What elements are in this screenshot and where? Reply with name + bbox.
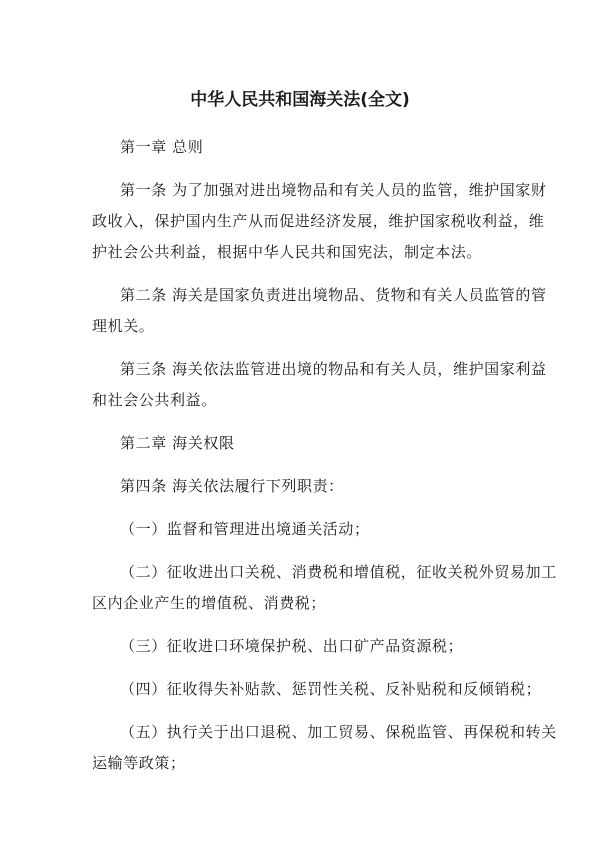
document-body	[92, 132, 557, 779]
text-line: 第二条 海关是国家负责进出境物品、货物和有关人员监管的管	[120, 286, 547, 304]
paragraph	[92, 175, 547, 268]
text-line: 第四条 海关依法履行下列职责：	[120, 477, 344, 495]
paragraph	[92, 631, 512, 662]
text-line: （三）征收进口环境保护税、出口矿产品资源税；	[120, 637, 464, 655]
paragraph	[92, 428, 512, 459]
text-line: 护社会公共利益，根据中华人民共和国宪法，制定本法。	[92, 243, 483, 261]
text-line: 理机关。	[92, 317, 155, 335]
paragraph	[92, 354, 547, 416]
text-line: 区内企业产生的增值税、消费税；	[92, 594, 327, 612]
text-line: 和社会公共利益。	[92, 391, 217, 409]
text-line: （四）征收得失补贴款、惩罚性关税、反补贴税和反倾销税；	[120, 680, 542, 698]
paragraph	[92, 280, 547, 342]
paragraph	[92, 132, 512, 163]
text-line: 运输等政策；	[92, 754, 186, 772]
text-line: 第三条 海关依法监管进出境的物品和有关人员，维护国家利益	[120, 360, 547, 378]
text-line: （一）监督和管理进出境通关活动；	[120, 520, 370, 538]
document-title: 中华人民共和国海关法(全文)	[190, 90, 410, 110]
paragraph	[92, 514, 512, 545]
text-line: 第一章 总则	[120, 138, 204, 156]
paragraph	[92, 557, 557, 619]
text-line: （五）执行关于出口退税、加工贸易、保税监管、再保税和转关	[120, 723, 557, 741]
paragraph	[92, 717, 557, 779]
text-line: （二）征收进出口关税、消费税和增值税，征收关税外贸易加工	[120, 563, 557, 581]
paragraph	[92, 674, 542, 705]
paragraph	[92, 471, 512, 502]
text-line: 政收入，保护国内生产从而促进经济发展，维护国家税收利益，维	[92, 212, 545, 230]
text-line: 第二章 海关权限	[120, 434, 235, 452]
text-line: 第一条 为了加强对进出境物品和有关人员的监管，维护国家财	[120, 181, 547, 199]
